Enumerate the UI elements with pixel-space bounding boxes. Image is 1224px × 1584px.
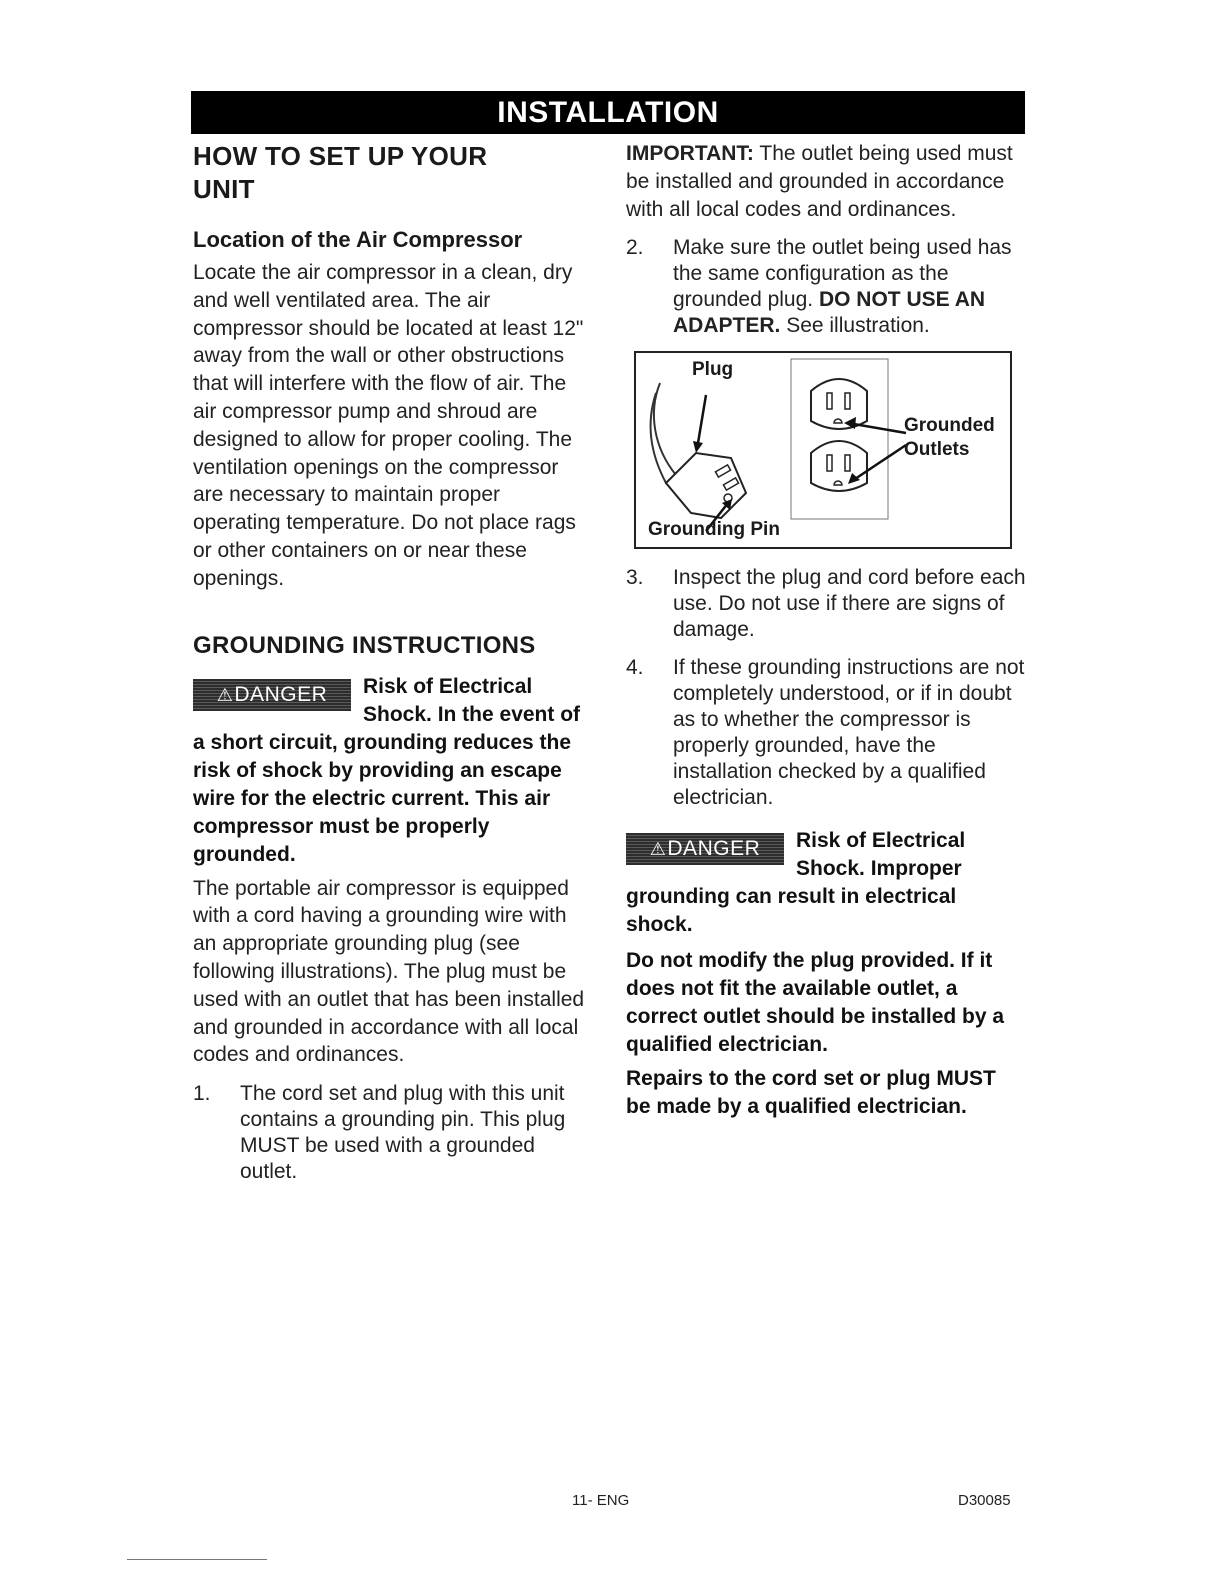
warning-triangle-icon: ⚠ bbox=[216, 684, 234, 705]
outlets-label: Outlets bbox=[904, 439, 970, 461]
step-list-left bbox=[193, 1081, 593, 1185]
location-body: Locate the air compressor in a clean, dry and well ventilated area. The air compressor should be located at least 12" away from the wall or other obstructions that will interfere with the flow of air. The air compressor pump and shroud are designed to allow for proper cooling. The ventilation openings on the compressor are necessary to maintain proper operating temperature. Do not place rags or other containers on or near these openings. bbox=[193, 261, 584, 590]
location-heading: Location of the Air Compressor bbox=[193, 227, 523, 252]
danger-badge: ⚠DANGER bbox=[193, 679, 351, 711]
adapter-warning: DO NOT USE AN ADAPTER. bbox=[673, 288, 986, 338]
plug-outlet-illustration bbox=[634, 351, 1012, 549]
danger-badge: ⚠DANGER bbox=[626, 833, 784, 865]
list-item: 4. If these grounding instructions are not completely understood, or if in doubt as to whether the compressor is properly grounded, have the installation checked by a qualified electrician. bbox=[626, 656, 1025, 810]
important-text: The outlet being used must be installed and grounded in accordance with all local codes and ordinances. bbox=[626, 142, 1013, 221]
repair-warning: Repairs to the cord set or plug MUST be made by a qualified electrician. bbox=[626, 1067, 996, 1119]
plug-label: Plug bbox=[692, 359, 734, 381]
document-code: D30085 bbox=[958, 1492, 1011, 1509]
step-list-right-a bbox=[626, 235, 1026, 339]
setup-heading: HOW TO SET UP YOUR UNIT bbox=[193, 141, 488, 204]
list-item: 1. The cord set and plug with this unit contains a grounding pin. This plug MUST be used with a grounded outlet. bbox=[193, 1082, 566, 1184]
danger-notice-1 bbox=[193, 673, 593, 869]
step-list-right-b bbox=[626, 565, 1026, 811]
modify-plug-warning: Do not modify the plug provided. If it does not fit the available outlet, a correct outlet should be installed by a qualified electrician. bbox=[626, 949, 1005, 1057]
warning-triangle-icon: ⚠ bbox=[649, 839, 667, 860]
grounded-label: Grounded bbox=[904, 415, 995, 437]
left-column bbox=[193, 140, 593, 1185]
list-item: 2. Make sure the outlet being used has the same configuration as the grounded plug. DO NOT USE AN ADAPTER. See illustration. bbox=[626, 236, 1012, 338]
grounding-heading: GROUNDING INSTRUCTIONS bbox=[193, 631, 536, 659]
page-number: 11- ENG bbox=[572, 1492, 630, 1509]
grounding-pin-label: Grounding Pin bbox=[648, 519, 780, 541]
list-item: 3. Inspect the plug and cord before each use. Do not use if there are signs of damage. bbox=[626, 566, 1026, 642]
divider bbox=[127, 1559, 267, 1560]
grounding-body: The portable air compressor is equipped with a cord having a grounding wire with an appropriate grounding plug (see following illustrations). The plug must be used with an outlet that has been installed and grounded in accordance with all local codes and ordinances. bbox=[193, 876, 585, 1067]
danger-notice-2 bbox=[626, 827, 1026, 939]
danger-text: Risk of Electrical Shock. In the event of a short circuit, grounding reduces the risk of shock by providing an escape wire for the electric current. This air compressor must be properly grounded. bbox=[193, 674, 581, 866]
right-column bbox=[626, 140, 1026, 1121]
section-banner: INSTALLATION bbox=[191, 91, 1025, 134]
important-note bbox=[626, 140, 1026, 223]
danger-text: Risk of Electrical Shock. Improper grounding can result in electrical shock. bbox=[626, 829, 966, 937]
important-label: IMPORTANT: bbox=[626, 142, 754, 165]
